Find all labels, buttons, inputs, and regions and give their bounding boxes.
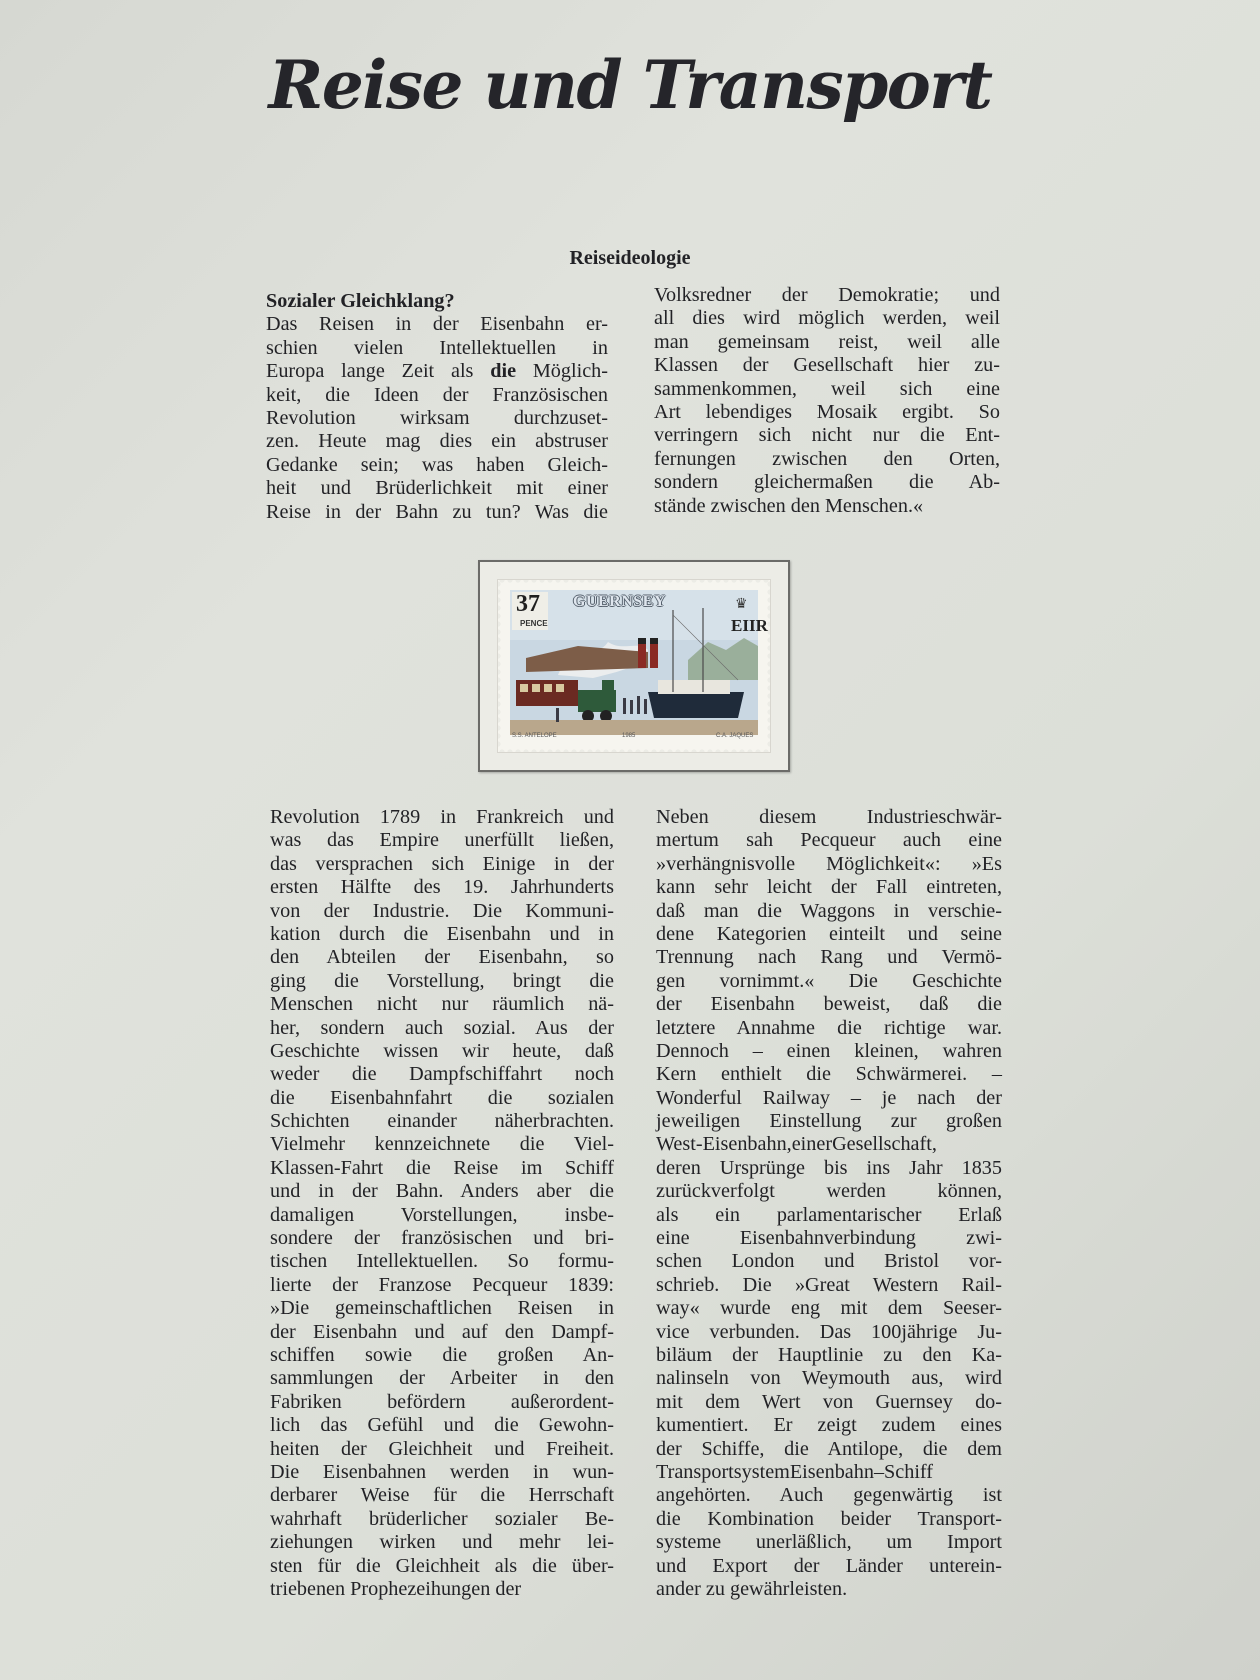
text-line: stände zwischen den Menschen.«: [654, 494, 924, 517]
text-line: kann sehr leicht der Fall eintreten,: [656, 876, 1002, 899]
text-line: was das Empire unerfüllt ließen,: [270, 829, 614, 852]
text-line: zen. Heute mag dies ein abstruser: [266, 430, 608, 453]
text-line: »Die gemeinschaftlichen Reisen in: [270, 1297, 614, 1320]
text-line: letztere Annahme die richtige war.: [656, 1016, 1002, 1039]
stamp-year: 1985: [622, 733, 636, 739]
text-column-top-left: [266, 290, 608, 524]
text-line: Kern enthielt die Schwärmerei. –: [656, 1063, 1002, 1086]
text-line: Revolution 1789 in Frankreich und: [270, 806, 614, 828]
text-line: TransportsystemEisenbahn–Schiff: [656, 1460, 934, 1483]
text-line: triebenen Prophezeihungen der: [270, 1577, 522, 1600]
text-line-emphasis: [266, 360, 608, 383]
text-line: Fabriken befördern außerordent-: [270, 1390, 614, 1413]
text-line: und Export der Länder unterein-: [656, 1554, 1002, 1577]
text-line: weder die Dampfschiffahrt noch: [270, 1063, 614, 1086]
text-line: daß man die Waggons in verschie-: [656, 899, 1002, 922]
text-line: gen vornimmt.« Die Geschichte: [656, 969, 1002, 992]
text-line: all dies wird möglich werden, weil: [654, 307, 1000, 330]
text-line: sondern gleichermaßen die Ab-: [654, 471, 1000, 494]
text-line: wahrhaft brüderlicher sozialer Be-: [270, 1507, 614, 1530]
text-column-bottom-right: [656, 806, 1002, 1601]
text-line: der Schiffe, die Antilope, die dem: [656, 1437, 1002, 1460]
text-line: damaligen Vorstellungen, insbe-: [270, 1203, 614, 1226]
text-line: lierte der Franzose Pecqueur 1839:: [270, 1273, 614, 1296]
text-line: Klassen der Gesellschaft hier zu-: [654, 354, 1000, 377]
section-heading: Reiseideologie: [569, 247, 691, 269]
text-column-top-right: [654, 284, 1000, 518]
stamp-artist: C.A. JAQUES: [716, 733, 754, 739]
text-line: Volksredner der Demokratie; und: [654, 284, 1000, 306]
stamp-value: 37: [516, 591, 540, 617]
text-line: Reise in der Bahn zu tun? Was die: [266, 500, 608, 523]
text-line: und in der Bahn. Anders aber die: [270, 1180, 614, 1203]
text-line: schien vielen Intellektuellen in: [266, 336, 608, 359]
text-line: Trennung nach Rang und Vermö-: [656, 946, 1002, 969]
text-line: schiffen sowie die großen An-: [270, 1343, 614, 1366]
text-line: das versprachen sich Einige in der: [270, 852, 614, 875]
text-column-bottom-left: [270, 806, 614, 1601]
text-line: Wonderful Railway – je nach der: [656, 1086, 1002, 1109]
emphasis-word: die: [490, 360, 517, 383]
postage-stamp: [498, 580, 770, 752]
text-line: fernungen zwischen den Orten,: [654, 447, 1000, 470]
text-line: sammenkommen, weil sich eine: [654, 377, 1000, 400]
text-line: Schichten einander näherbrachten.: [270, 1110, 614, 1133]
text-line: schen London und Bristol vor-: [656, 1250, 1002, 1273]
text-line: West-Eisenbahn,einerGesellschaft,: [656, 1133, 937, 1156]
text-line: von der Industrie. Die Kommuni-: [270, 899, 614, 922]
royal-cypher: EIIR: [731, 616, 768, 635]
text-line: Menschen nicht nur räumlich nä-: [270, 993, 614, 1016]
text-line: angehörten. Auch gegenwärtig ist: [656, 1484, 1002, 1507]
text-line: heiten der Gleichheit und Freiheit.: [270, 1437, 614, 1460]
text-line: der Eisenbahn und auf den Dampf-: [270, 1320, 614, 1343]
text-line: »verhängnisvolle Möglichkeit«: »Es: [656, 852, 1002, 875]
text-line: Gedanke sein; was haben Gleich-: [266, 453, 608, 476]
text-fragment: Möglich-: [516, 360, 608, 383]
text-line: kation durch die Eisenbahn und in: [270, 922, 614, 945]
text-line: verringern sich nicht nur die Ent-: [654, 424, 1000, 447]
text-line: her, sondern auch sozial. Aus der: [270, 1016, 614, 1039]
text-line: Revolution wirksam durchzuset-: [266, 406, 608, 429]
text-line: dene Kategorien einteilt und seine: [656, 922, 1002, 945]
subheading: Sozialer Gleichklang?: [266, 290, 455, 312]
locomotive: [578, 690, 616, 712]
text-line: Die Eisenbahnen werden in wun-: [270, 1460, 614, 1483]
text-line: sondere der französischen und bri-: [270, 1227, 614, 1250]
text-line: keit, die Ideen der Französischen: [266, 383, 608, 406]
text-line: systeme unerläßlich, um Import: [656, 1531, 1002, 1554]
text-line: tischen Intellektuellen. So formu-: [270, 1250, 614, 1273]
text-line: vice verbunden. Das 100jährige Ju-: [656, 1320, 1002, 1343]
text-line: sammlungen der Arbeiter in den: [270, 1367, 614, 1390]
text-line: Klassen-Fahrt die Reise im Schiff: [270, 1156, 614, 1179]
text-line: den Abteilen der Eisenbahn, so: [270, 946, 614, 969]
text-line: nalinseln von Weymouth aus, wird: [656, 1367, 1002, 1390]
text-line: lich das Gefühl und die Gewohn-: [270, 1414, 614, 1437]
text-line: mertum sah Pecqueur auch eine: [656, 829, 1002, 852]
text-line: ersten Hälfte des 19. Jahrhunderts: [270, 876, 614, 899]
text-line: ging die Vorstellung, bringt die: [270, 969, 614, 992]
ship-hull: [648, 692, 744, 718]
text-line: derbarer Weise für die Herrschaft: [270, 1484, 614, 1507]
text-line: heit und Brüderlichkeit mit einer: [266, 477, 608, 500]
text-line: Das Reisen in der Eisenbahn er-: [266, 313, 608, 336]
stamp-mount: [478, 560, 790, 772]
text-line: Dennoch – einen kleinen, wahren: [656, 1039, 1002, 1062]
page-title: Reise und Transport: [268, 46, 992, 124]
text-line: der Eisenbahn beweist, daß die: [656, 993, 1002, 1016]
text-line: biläum der Hauptlinie zu den Ka-: [656, 1343, 1002, 1366]
text-line: die Eisenbahnfahrt die sozialen: [270, 1086, 614, 1109]
text-line: ander zu gewährleisten.: [656, 1577, 848, 1600]
text-line: man gemeinsam reist, weil alle: [654, 330, 1000, 353]
stamp-unit: PENCE: [520, 619, 548, 628]
text-line: kumentiert. Er zeigt zudem eines: [656, 1414, 1002, 1437]
text-line: Geschichte wissen wir heute, daß: [270, 1039, 614, 1062]
text-line: mit dem Wert von Guernsey do-: [656, 1390, 1002, 1413]
text-line: eine Eisenbahnverbindung zwi-: [656, 1227, 1002, 1250]
text-line: sten für die Gleichheit als die über-: [270, 1554, 614, 1577]
stamp-caption: S.S. ANTELOPE: [512, 733, 557, 739]
text-fragment: Europa lange Zeit als: [266, 360, 491, 383]
text-line: ziehungen wirken und mehr lei-: [270, 1531, 614, 1554]
crown-icon: ♛: [735, 595, 748, 611]
text-line: Vielmehr kennzeichnete die Viel-: [270, 1133, 614, 1156]
text-line: als ein parlamentarischer Erlaß: [656, 1203, 1002, 1226]
stamp-country: GUERNSEY: [573, 593, 666, 610]
text-line: way« wurde eng mit dem Seeser-: [656, 1297, 1002, 1320]
text-line: jeweiligen Einstellung zur großen: [656, 1110, 1002, 1133]
text-line: zurückverfolgt werden können,: [656, 1180, 1002, 1203]
text-line: die Kombination beider Transport-: [656, 1507, 1002, 1530]
text-line: deren Ursprünge bis ins Jahr 1835: [656, 1156, 1002, 1179]
text-line: Art lebendiges Mosaik ergibt. So: [654, 400, 1000, 423]
text-line: Neben diesem Industrieschwär-: [656, 806, 1002, 828]
text-line: schrieb. Die »Great Western Rail-: [656, 1273, 1002, 1296]
